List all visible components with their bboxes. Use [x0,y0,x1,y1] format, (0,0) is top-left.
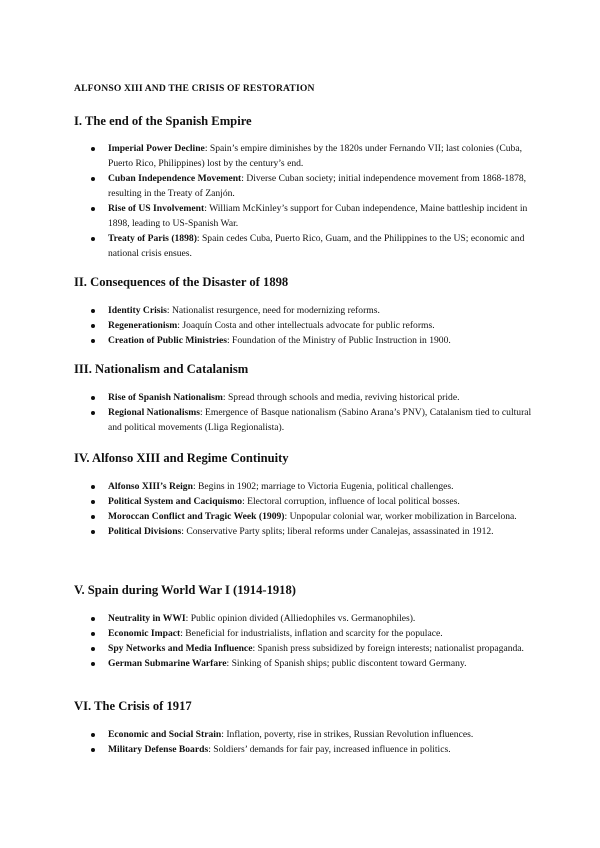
item-term: Political Divisions [108,526,182,537]
item-term: Spy Networks and Media Influence [108,643,253,654]
list-item [74,641,534,656]
list-item [74,509,534,524]
item-text: : Foundation of the Ministry of Public Instruction in 1900. [226,335,451,346]
bullet-list [74,727,534,757]
item-text: : Diverse Cuban society; initial independence movement from 1868-1878, resulting in the Treaty of Zanjón. [108,173,527,199]
section-heading: I. The end of the Spanish Empire [74,114,252,128]
section-heading: III. Nationalism and Catalanism [74,362,249,376]
item-text: : Spread through schools and media, reviving historical pride. [222,392,460,403]
bullet-icon [91,396,95,400]
bullet-list [74,479,534,539]
section-heading: V. Spain during World War I (1914-1918) [74,583,296,597]
item-term: Imperial Power Decline [108,143,205,154]
list-item [74,405,534,435]
bullet-icon [91,309,95,313]
document-title: ALFONSO XIII AND THE CRISIS OF RESTORATION [74,83,315,94]
item-term: Alfonso XIII’s Reign [108,481,193,492]
bullet-icon [91,147,95,151]
list-item [74,390,534,405]
item-term: Economic and Social Strain [108,729,222,740]
list-item [74,494,534,509]
bullet-icon [91,237,95,241]
item-text: : Conservative Party splits; liberal reforms under Canalejas, assassinated in 1912. [181,526,494,537]
bullet-list [74,141,534,261]
bullet-icon [91,207,95,211]
item-text: : Spanish press subsidized by foreign interests; nationalist propaganda. [252,643,524,654]
item-term: Regional Nationalisms [108,407,200,418]
section-heading: VI. The Crisis of 1917 [74,699,192,713]
bullet-icon [91,324,95,328]
item-text: : William McKinley’s support for Cuban independence, Maine battleship incident in 1898, leading to US-Spanish War. [108,203,528,229]
item-text: : Spain’s empire diminishes by the 1820s under Fernando VII; last colonies (Cuba, Puerto Rico, Philippines) lost by the century’s end. [108,143,522,169]
list-item [74,742,534,757]
list-item [74,141,534,171]
bullet-icon [91,647,95,651]
item-text: : Emergence of Basque nationalism (Sabino Arana’s PNV), Catalanism tied to cultural and political movements (Lliga Regionalista). [108,407,532,433]
list-item [74,626,534,641]
item-term: Moroccan Conflict and Tragic Week (1909) [108,511,285,522]
list-item [74,318,534,333]
list-item [74,171,534,201]
item-text: : Public opinion divided (Alliedophiles vs. Germanophiles). [185,613,416,624]
item-text: : Beneficial for industrialists, inflation and scarcity for the populace. [180,628,443,639]
section-heading: II. Consequences of the Disaster of 1898 [74,275,289,289]
section-crisis-1917 [74,698,534,757]
item-term: Cuban Independence Movement [108,173,242,184]
bullet-icon [91,485,95,489]
bullet-icon [91,662,95,666]
item-text: : Unpopular colonial war, worker mobilization in Barcelona. [284,511,517,522]
item-text: : Nationalist resurgence, need for modernizing reforms. [166,305,380,316]
list-item [74,727,534,742]
list-item [74,611,534,626]
bullet-icon [91,177,95,181]
item-term: Rise of Spanish Nationalism [108,392,223,403]
section-nationalism-catalanism [74,361,534,435]
list-item [74,303,534,318]
item-term: Regenerationism [108,320,178,331]
item-text: : Sinking of Spanish ships; public discontent toward Germany. [226,658,467,669]
bullet-icon [91,530,95,534]
section-heading: IV. Alfonso XIII and Regime Continuity [74,451,289,465]
list-item [74,201,534,231]
bullet-list [74,611,534,671]
item-term: Rise of US Involvement [108,203,205,214]
section-end-of-empire [74,113,534,261]
bullet-icon [91,500,95,504]
section-world-war-one [74,582,534,671]
item-text: : Spain cedes Cuba, Puerto Rico, Guam, and the Philippines to the US; economic and national crisis ensues. [108,233,525,259]
item-text: : Joaquín Costa and other intellectuals advocate for public reforms. [177,320,435,331]
bullet-icon [91,617,95,621]
item-term: Economic Impact [108,628,181,639]
item-text: : Begins in 1902; marriage to Victoria Eugenia, political challenges. [192,481,454,492]
bullet-icon [91,733,95,737]
bullet-list [74,390,534,435]
list-item [74,524,534,539]
item-text: : Electoral corruption, influence of local political bosses. [242,496,460,507]
list-item [74,333,534,348]
item-term: Military Defense Boards [108,744,209,755]
item-term: German Submarine Warfare [108,658,227,669]
item-term: Political System and Caciquismo [108,496,243,507]
item-term: Neutrality in WWI [108,613,186,624]
bullet-list [74,303,534,348]
bullet-icon [91,411,95,415]
section-alfonso-xiii-regime [74,450,534,539]
list-item [74,479,534,494]
item-term: Creation of Public Ministries [108,335,227,346]
item-term: Treaty of Paris (1898) [108,233,197,244]
bullet-icon [91,339,95,343]
bullet-icon [91,632,95,636]
list-item [74,231,534,261]
item-text: : Inflation, poverty, rise in strikes, Russian Revolution influences. [221,729,474,740]
bullet-icon [91,515,95,519]
list-item [74,656,534,671]
section-consequences-1898 [74,274,534,348]
item-term: Identity Crisis [108,305,167,316]
bullet-icon [91,748,95,752]
item-text: : Soldiers’ demands for fair pay, increased influence in politics. [208,744,451,755]
